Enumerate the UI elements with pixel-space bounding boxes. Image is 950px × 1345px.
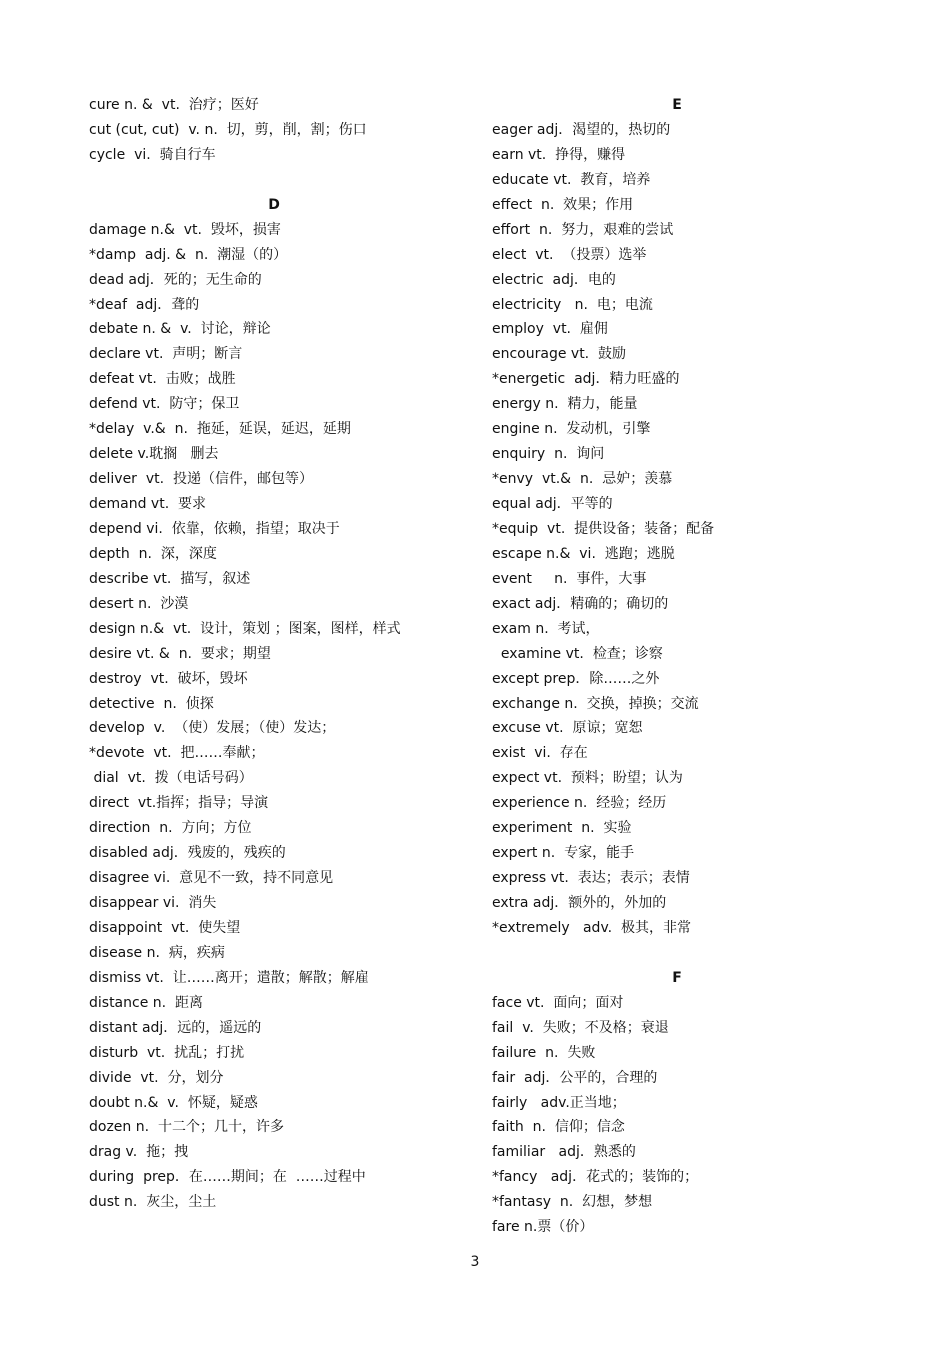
spacer: [492, 941, 862, 966]
vocabulary-entry: expect vt. 预料；盼望；认为: [492, 770, 683, 787]
section-heading: F: [672, 969, 682, 986]
vocabulary-entry: disagree vi. 意见不一致，持不同意见: [89, 870, 334, 887]
vocabulary-entry: faith n. 信仰；信念: [492, 1119, 625, 1136]
vocabulary-entry: equal adj．平等的: [492, 496, 613, 512]
vocabulary-entry: detective n. 侦探: [89, 695, 214, 712]
vocabulary-entry: *equip vt. 提供设备；装备；配备: [492, 520, 715, 537]
section-heading: E: [672, 97, 682, 113]
vocabulary-entry: divide vt. 分，划分: [89, 1069, 224, 1086]
vocabulary-entry: expert n. 专家，能手: [492, 845, 635, 862]
vocabulary-entry: drag v. 拖；拽: [89, 1144, 189, 1161]
vocabulary-entry: disabled adj．残废的，残疾的: [89, 845, 286, 862]
vocabulary-entry: doubt n.& v. 怀疑，疑惑: [89, 1094, 258, 1111]
vocabulary-entry: distance n. 距离: [89, 994, 203, 1011]
vocabulary-entry: event n. 事件，大事: [492, 570, 647, 587]
vocabulary-entry: design n.& vt. 设计，策划 ；图案，图样，样式: [89, 620, 401, 637]
vocabulary-entry: fairly adv.正当地；: [492, 1094, 626, 1111]
vocabulary-entry: disease n. 病，疾病: [89, 944, 225, 961]
vocabulary-entry: dozen n. 十二个；几十，许多: [89, 1119, 284, 1136]
vocabulary-entry: exact adj．精确的；确切的: [492, 595, 669, 612]
vocabulary-entry: examine vt. 检查；诊察: [492, 645, 663, 662]
vocabulary-entry: demand vt. 要求: [89, 496, 207, 512]
vocabulary-entry: debate n. & v. 讨论，辩论: [89, 321, 271, 338]
left-column: [89, 93, 459, 1215]
vocabulary-entry: educate vt. 教育，培养: [492, 171, 651, 188]
vocabulary-entry: defend vt. 防守；保卫: [89, 396, 240, 413]
vocabulary-entry: deliver vt. 投递（信件，邮包等）: [89, 471, 313, 488]
vocabulary-entry: experiment n. 实验: [492, 820, 632, 837]
vocabulary-entry: familiar adj．熟悉的: [492, 1144, 636, 1161]
vocabulary-entry: *delay v.& n. 拖延，延误，延迟，延期: [89, 421, 351, 438]
vocabulary-entry: employ vt. 雇佣: [492, 321, 608, 338]
vocabulary-entry: dead adj．死的；无生命的: [89, 271, 262, 288]
vocabulary-entry: destroy vt. 破坏，毁坏: [89, 670, 248, 687]
vocabulary-entry: escape n.& vi. 逃跑；逃脱: [492, 545, 675, 562]
vocabulary-entry: *damp adj. & n. 潮湿（的）: [89, 246, 288, 263]
vocabulary-entry: energy n. 精力，能量: [492, 396, 638, 413]
vocabulary-entry: earn vt. 挣得，赚得: [492, 146, 626, 163]
vocabulary-entry: direction n. 方向；方位: [89, 820, 252, 837]
vocabulary-entry: declare vt. 声明；断言: [89, 346, 243, 363]
vocabulary-entry: defeat vt. 击败；战胜: [89, 371, 236, 388]
vocabulary-entry: *envy vt.& n. 忌妒；羡慕: [492, 471, 673, 488]
vocabulary-entry: describe vt. 描写，叙述: [89, 570, 251, 587]
vocabulary-entry: *fantasy n. 幻想，梦想: [492, 1194, 653, 1211]
vocabulary-entry: desire vt. & n. 要求；期望: [89, 645, 271, 662]
vocabulary-entry: encourage vt. 鼓励: [492, 346, 627, 363]
vocabulary-entry: disturb vt. 扰乱；打扰: [89, 1044, 245, 1061]
vocabulary-entry: dust n. 灰尘，尘土: [89, 1194, 217, 1211]
vocabulary-entry: exist vi. 存在: [492, 745, 588, 762]
page-number: 3: [470, 1254, 480, 1270]
vocabulary-entry: depend vi. 依靠，依赖，指望；取决于: [89, 520, 340, 537]
vocabulary-entry: excuse vt. 原谅；宽恕: [492, 720, 643, 737]
vocabulary-entry: failure n. 失败: [492, 1044, 596, 1061]
vocabulary-entry: desert n. 沙漠: [89, 595, 189, 612]
vocabulary-entry: express vt. 表达；表示；表情: [492, 870, 690, 887]
vocabulary-entry: effort n. 努力，艰难的尝试: [492, 221, 674, 238]
vocabulary-entry: damage n.& vt. 毁坏，损害: [89, 221, 281, 238]
vocabulary-entry: *fancy adj．花式的；装饰的；: [492, 1169, 699, 1186]
vocabulary-entry: cure n. & vt. 治疗；医好: [89, 97, 259, 113]
vocabulary-entry: engine n. 发动机，引擎: [492, 421, 651, 438]
vocabulary-entry: delete v.耽搁 删去: [89, 446, 219, 463]
vocabulary-entry: during prep．在……期间；在 ……过程中: [89, 1169, 366, 1186]
vocabulary-entry: disappear vi. 消失: [89, 895, 217, 911]
spacer: [89, 168, 459, 193]
vocabulary-entry: extra adj．额外的，外加的: [492, 895, 667, 911]
vocabulary-entry: cut (cut, cut) v. n. 切，剪，削，割；伤口: [89, 121, 367, 138]
vocabulary-entry: fail v. 失败；不及格；衰退: [492, 1019, 669, 1036]
vocabulary-entry: develop v. （使）发展；（使）发达；: [89, 720, 336, 737]
vocabulary-entry: dismiss vt. 让……离开；遣散；解散；解雇: [89, 969, 369, 986]
vocabulary-entry: exchange n. 交换，掉换；交流: [492, 695, 699, 712]
vocabulary-entry: distant adj．远的，遥远的: [89, 1019, 262, 1036]
vocabulary-entry: *deaf adj．聋的: [89, 296, 200, 313]
vocabulary-entry: electric adj．电的: [492, 271, 616, 288]
vocabulary-entry: face vt. 面向；面对: [492, 994, 624, 1011]
vocabulary-entry: enquiry n. 询问: [492, 446, 605, 463]
vocabulary-entry: direct vt.指挥；指导；导演: [89, 795, 269, 812]
section-heading: D: [268, 196, 280, 213]
right-column: [492, 93, 862, 1240]
vocabulary-entry: eager adj．渴望的，热切的: [492, 121, 671, 138]
vocabulary-entry: experience n. 经验；经历: [492, 795, 667, 812]
vocabulary-entry: *energetic adj．精力旺盛的: [492, 371, 680, 388]
vocabulary-entry: effect n. 效果；作用: [492, 196, 634, 213]
vocabulary-entry: fair adj．公平的，合理的: [492, 1069, 658, 1086]
vocabulary-entry: exam n. 考试，: [492, 620, 600, 637]
vocabulary-entry: electricity n. 电；电流: [492, 296, 653, 313]
vocabulary-entry: *extremely adv. 极其，非常: [492, 919, 691, 936]
vocabulary-entry: dial vt. 拨（电话号码）: [89, 770, 253, 787]
vocabulary-entry: *devote vt. 把……奉献；: [89, 745, 265, 762]
vocabulary-entry: disappoint vt. 使失望: [89, 919, 241, 936]
vocabulary-entry: fare n.票（价）: [492, 1219, 594, 1236]
vocabulary-entry: elect vt. （投票）选举: [492, 246, 647, 263]
vocabulary-entry: except prep．除……之外: [492, 670, 660, 687]
vocabulary-entry: cycle vi. 骑自行车: [89, 146, 216, 163]
vocabulary-entry: depth n. 深，深度: [89, 545, 217, 562]
